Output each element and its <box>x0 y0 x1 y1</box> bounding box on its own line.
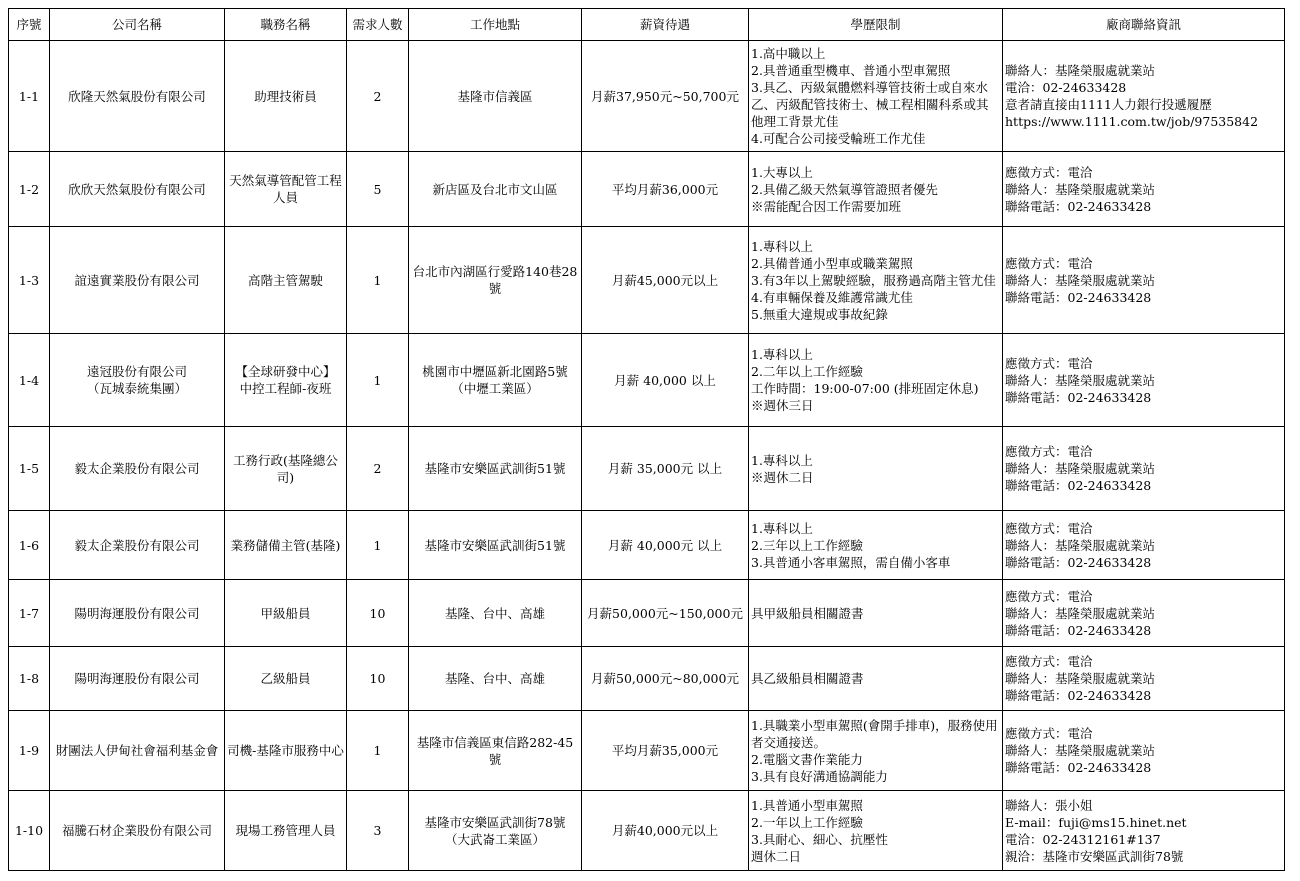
cell-salary: 月薪 40,000元 以上 <box>582 511 749 580</box>
cell-company: 陽明海運股份有限公司 <box>50 647 225 711</box>
cell-seq: 1-8 <box>9 647 50 711</box>
cell-count: 1 <box>347 711 409 791</box>
header-company: 公司名稱 <box>50 9 225 41</box>
cell-job: 高階主管駕駛 <box>225 227 347 334</box>
cell-job: 乙級船員 <box>225 647 347 711</box>
cell-job: 現場工務管理人員 <box>225 791 347 871</box>
cell-count: 2 <box>347 427 409 511</box>
table-row <box>9 41 1285 152</box>
table-row <box>9 647 1285 711</box>
header-education: 學歷限制 <box>749 9 1003 41</box>
cell-education: 1.專科以上 ※週休二日 <box>749 427 1003 511</box>
cell-contact: 聯絡人：張小姐 E-mail：fuji@ms15.hinet.net 電洽：02-24312161#137 親洽：基隆市安樂區武訓街78號 <box>1003 791 1285 871</box>
cell-salary: 月薪37,950元~50,700元 <box>582 41 749 152</box>
table-row <box>9 334 1285 427</box>
cell-seq: 1-7 <box>9 580 50 647</box>
cell-job: 助理技術員 <box>225 41 347 152</box>
cell-education: 具乙級船員相關證書 <box>749 647 1003 711</box>
cell-salary: 平均月薪35,000元 <box>582 711 749 791</box>
cell-education: 1.具職業小型車駕照(會開手排車)，服務使用者交通接送。 2.電腦文書作業能力 3.具有良好溝通協調能力 <box>749 711 1003 791</box>
cell-company: 欣隆天然氣股份有限公司 <box>50 41 225 152</box>
cell-contact: 應徵方式：電洽 聯絡人：基隆榮服處就業站 聯絡電話：02-24633428 <box>1003 580 1285 647</box>
cell-count: 1 <box>347 334 409 427</box>
table-row <box>9 711 1285 791</box>
cell-seq: 1-6 <box>9 511 50 580</box>
cell-location: 台北市內湖區行愛路140巷28號 <box>409 227 582 334</box>
cell-company: 誼遠實業股份有限公司 <box>50 227 225 334</box>
cell-salary: 月薪50,000元~150,000元 <box>582 580 749 647</box>
header-count: 需求人數 <box>347 9 409 41</box>
cell-count: 10 <box>347 647 409 711</box>
cell-contact: 應徵方式：電洽 聯絡人：基隆榮服處就業站 聯絡電話：02-24633428 <box>1003 227 1285 334</box>
cell-job: 天然氣導管配管工程人員 <box>225 152 347 227</box>
header-job: 職務名稱 <box>225 9 347 41</box>
cell-company: 財團法人伊甸社會福利基金會 <box>50 711 225 791</box>
cell-education: 1.專科以上 2.二年以上工作經驗 工作時間：19:00-07:00 (排班固定休息) ※週休三日 <box>749 334 1003 427</box>
table-row <box>9 427 1285 511</box>
cell-seq: 1-3 <box>9 227 50 334</box>
cell-contact: 聯絡人：基隆榮服處就業站 電洽：02-24633428 意者請直接由1111人力銀行投遞履歷 https://www.1111.com.tw/job/97535842 <box>1003 41 1285 152</box>
cell-job: 業務儲備主管(基隆) <box>225 511 347 580</box>
table-row <box>9 791 1285 871</box>
table-row <box>9 152 1285 227</box>
cell-count: 10 <box>347 580 409 647</box>
cell-contact: 應徵方式：電洽 聯絡人：基隆榮服處就業站 聯絡電話：02-24633428 <box>1003 427 1285 511</box>
cell-location: 基隆市安樂區武訓街78號 （大武崙工業區） <box>409 791 582 871</box>
cell-location: 基隆市安樂區武訓街51號 <box>409 511 582 580</box>
cell-company: 陽明海運股份有限公司 <box>50 580 225 647</box>
cell-count: 1 <box>347 511 409 580</box>
cell-education: 1.專科以上 2.具備普通小型車或職業駕照 3.有3年以上駕駛經驗，服務過高階主管尤佳 4.有車輛保養及維護常識尤佳 5.無重大違規或事故紀錄 <box>749 227 1003 334</box>
cell-count: 5 <box>347 152 409 227</box>
cell-contact: 應徵方式：電洽 聯絡人：基隆榮服處就業站 聯絡電話：02-24633428 <box>1003 647 1285 711</box>
cell-salary: 月薪50,000元~80,000元 <box>582 647 749 711</box>
cell-salary: 月薪45,000元以上 <box>582 227 749 334</box>
cell-location: 桃園市中壢區新北園路5號 （中壢工業區） <box>409 334 582 427</box>
cell-location: 基隆市安樂區武訓街51號 <box>409 427 582 511</box>
cell-education: 1.專科以上 2.三年以上工作經驗 3.具普通小客車駕照，需自備小客車 <box>749 511 1003 580</box>
cell-contact: 應徵方式：電洽 聯絡人：基隆榮服處就業站 聯絡電話：02-24633428 <box>1003 334 1285 427</box>
header-seq: 序號 <box>9 9 50 41</box>
cell-seq: 1-2 <box>9 152 50 227</box>
cell-seq: 1-10 <box>9 791 50 871</box>
cell-seq: 1-4 <box>9 334 50 427</box>
table-row <box>9 227 1285 334</box>
cell-contact: 應徵方式：電洽 聯絡人：基隆榮服處就業站 聯絡電話：02-24633428 <box>1003 511 1285 580</box>
cell-job: 【全球研發中心】 中控工程師-夜班 <box>225 334 347 427</box>
cell-count: 2 <box>347 41 409 152</box>
cell-company: 毅太企業股份有限公司 <box>50 427 225 511</box>
cell-job: 司機-基隆市服務中心 <box>225 711 347 791</box>
cell-location: 基隆、台中、高雄 <box>409 580 582 647</box>
cell-salary: 月薪 40,000 以上 <box>582 334 749 427</box>
cell-education: 1.高中職以上 2.具普通重型機車、普通小型車駕照 3.具乙、丙級氣體燃料導管技術士或自來水乙、丙級配管技術士、械工程相關科系或其他理工背景尤佳 4.可配合公司接受輪班工作尤佳 <box>749 41 1003 152</box>
cell-company: 遠冠股份有限公司 （瓦城泰統集團） <box>50 334 225 427</box>
cell-education: 1.具普通小型車駕照 2.一年以上工作經驗 3.具耐心、細心、抗壓性 週休二日 <box>749 791 1003 871</box>
cell-count: 1 <box>347 227 409 334</box>
cell-location: 新店區及台北市文山區 <box>409 152 582 227</box>
cell-count: 3 <box>347 791 409 871</box>
cell-location: 基隆、台中、高雄 <box>409 647 582 711</box>
cell-education: 具甲級船員相關證書 <box>749 580 1003 647</box>
cell-salary: 平均月薪36,000元 <box>582 152 749 227</box>
cell-education: 1.大專以上 2.具備乙級天然氣導管證照者優先 ※需能配合因工作需要加班 <box>749 152 1003 227</box>
header-location: 工作地點 <box>409 9 582 41</box>
table-row <box>9 511 1285 580</box>
cell-company: 福騰石材企業股份有限公司 <box>50 791 225 871</box>
header-row <box>9 9 1285 41</box>
header-contact: 廠商聯絡資訊 <box>1003 9 1285 41</box>
cell-location: 基隆市信義區 <box>409 41 582 152</box>
cell-seq: 1-1 <box>9 41 50 152</box>
cell-company: 欣欣天然氣股份有限公司 <box>50 152 225 227</box>
header-salary: 薪資待遇 <box>582 9 749 41</box>
job-listing-table <box>8 8 1285 871</box>
cell-seq: 1-5 <box>9 427 50 511</box>
cell-company: 毅太企業股份有限公司 <box>50 511 225 580</box>
table-row <box>9 580 1285 647</box>
cell-contact: 應徵方式：電洽 聯絡人：基隆榮服處就業站 聯絡電話：02-24633428 <box>1003 711 1285 791</box>
cell-location: 基隆市信義區東信路282-45號 <box>409 711 582 791</box>
cell-job: 工務行政(基隆總公司) <box>225 427 347 511</box>
cell-job: 甲級船員 <box>225 580 347 647</box>
cell-seq: 1-9 <box>9 711 50 791</box>
cell-salary: 月薪 35,000元 以上 <box>582 427 749 511</box>
cell-salary: 月薪40,000元以上 <box>582 791 749 871</box>
cell-contact: 應徵方式：電洽 聯絡人：基隆榮服處就業站 聯絡電話：02-24633428 <box>1003 152 1285 227</box>
